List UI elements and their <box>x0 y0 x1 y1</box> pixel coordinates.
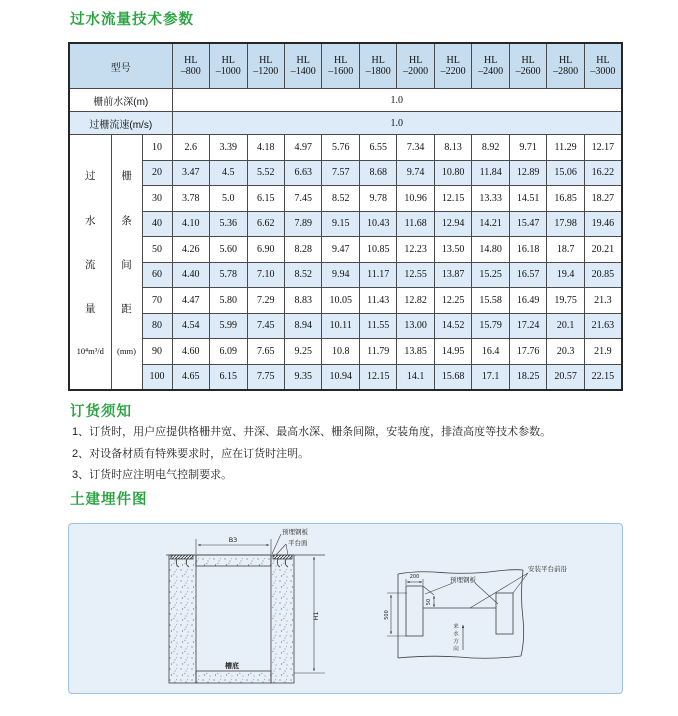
flow-rate-table <box>68 42 623 391</box>
flow-value-cell: 12.17 <box>584 135 622 161</box>
h1-dim-label: H1 <box>312 611 320 621</box>
flow-value-cell: 5.80 <box>210 288 247 314</box>
model-number: –1600 <box>328 66 354 77</box>
model-cell <box>210 43 247 89</box>
embedded-plate-left-plan <box>406 586 423 636</box>
flow-value-cell: 21.9 <box>584 339 622 365</box>
flow-value-cell: 6.09 <box>210 339 247 365</box>
flow-value-cell: 8.92 <box>472 135 509 161</box>
model-number: –800 <box>180 66 201 77</box>
flow-value-cell: 6.62 <box>247 211 284 237</box>
platform-leader-lines <box>276 544 288 555</box>
spacing-cell: 70 <box>142 288 172 314</box>
model-header-cell: 型号 <box>69 43 172 89</box>
spacing-cell: 50 <box>142 237 172 263</box>
label-char: 距 <box>121 303 132 316</box>
model-cell <box>322 43 359 89</box>
vertical-label <box>70 139 111 385</box>
flow-value-cell: 15.47 <box>509 211 546 237</box>
param-label-cell: 栅前水深(m) <box>69 89 172 112</box>
flow-value-cell: 9.15 <box>322 211 359 237</box>
b3-dim-label: B3 <box>228 536 238 544</box>
flow-value-cell: 13.50 <box>434 237 471 263</box>
model-prefix: HL <box>259 55 273 66</box>
flow-value-cell: 8.13 <box>434 135 471 161</box>
model-number: –2600 <box>515 66 541 77</box>
model-number: –2800 <box>553 66 579 77</box>
flow-value-cell: 18.7 <box>547 237 584 263</box>
param-value-cell: 1.0 <box>172 112 622 135</box>
flow-value-cell: 21.63 <box>584 313 622 339</box>
table-header-row <box>69 43 622 89</box>
flow-value-cell: 7.75 <box>247 364 284 390</box>
label-char: 栅 <box>121 170 132 183</box>
dim50-label: 50 <box>426 598 432 606</box>
flow-value-cell: 5.76 <box>322 135 359 161</box>
flow-value-cell: 5.60 <box>210 237 247 263</box>
dim200-label: 200 <box>409 574 420 580</box>
flow-value-cell: 7.57 <box>322 160 359 186</box>
flow-value-cell: 7.45 <box>284 186 321 212</box>
top-slab <box>196 555 271 566</box>
flow-value-cell: 5.99 <box>210 313 247 339</box>
flow-value-cell: 20.1 <box>547 313 584 339</box>
flow-value-cell: 12.82 <box>397 288 434 314</box>
flow-value-cell: 4.18 <box>247 135 284 161</box>
flow-value-cell: 12.89 <box>509 160 546 186</box>
dim500-label: 500 <box>384 610 390 620</box>
platform-edge-label: 安装平台前沿 <box>528 565 567 573</box>
channel-section-drawing <box>166 534 325 683</box>
matrix-row <box>69 186 622 212</box>
embedded-plate-label: 预埋钢板 <box>282 528 308 536</box>
civil-embedment-drawing <box>69 524 622 693</box>
spacing-cell: 40 <box>142 211 172 237</box>
flow-direction-char: 水 <box>453 631 459 638</box>
ordering-note: 1、订货时，用户应提供格栅井宽、井深、最高水深、栅条间隙，安装角度，排渣高度等技术参数。 <box>72 426 552 438</box>
vertical-label <box>112 139 142 385</box>
flow-value-cell: 6.55 <box>359 135 396 161</box>
model-cell <box>284 43 321 89</box>
label-char: 流 <box>85 258 96 271</box>
matrix-row <box>69 237 622 263</box>
matrix-row <box>69 135 622 161</box>
section-title-civil-drawing: 土建埋件图 <box>70 492 148 508</box>
flow-value-cell: 11.79 <box>359 339 396 365</box>
flow-value-cell: 5.78 <box>210 262 247 288</box>
flow-value-cell: 11.29 <box>547 135 584 161</box>
model-cell <box>397 43 434 89</box>
model-cell <box>472 43 509 89</box>
flow-value-cell: 10.94 <box>322 364 359 390</box>
dim500-extension <box>387 593 407 636</box>
flow-value-cell: 10.8 <box>322 339 359 365</box>
embedded-plate-plan-label: 预埋钢板 <box>450 576 476 584</box>
flow-value-cell: 10.80 <box>434 160 471 186</box>
flow-value-cell: 20.3 <box>547 339 584 365</box>
flow-value-cell: 6.15 <box>247 186 284 212</box>
matrix-row <box>69 364 622 390</box>
flow-value-cell: 2.6 <box>172 135 209 161</box>
flow-value-cell: 13.85 <box>397 339 434 365</box>
label-unit: (mm) <box>117 345 136 356</box>
embedded-plate-left <box>171 555 193 559</box>
flow-value-cell: 16.57 <box>509 262 546 288</box>
flow-value-cell: 12.25 <box>434 288 471 314</box>
flow-value-cell: 11.43 <box>359 288 396 314</box>
model-prefix: HL <box>334 55 348 66</box>
flow-value-cell: 13.00 <box>397 313 434 339</box>
matrix-row <box>69 262 622 288</box>
model-prefix: HL <box>446 55 460 66</box>
model-prefix: HL <box>371 55 385 66</box>
matrix-row <box>69 313 622 339</box>
channel-floor <box>196 671 271 683</box>
plan-right-edge <box>521 570 524 656</box>
flow-value-cell: 4.26 <box>172 237 209 263</box>
flow-value-cell: 10.43 <box>359 211 396 237</box>
flow-value-cell: 13.33 <box>472 186 509 212</box>
model-number: –2200 <box>440 66 466 77</box>
model-number: –2000 <box>403 66 429 77</box>
model-prefix: HL <box>184 55 198 66</box>
ordering-note: 2、对设备材质有特殊要求时，应在订货时注明。 <box>72 448 310 460</box>
label-unit: 10⁴m³/d <box>76 345 104 356</box>
flow-value-cell: 19.46 <box>584 211 622 237</box>
flow-value-cell: 6.15 <box>210 364 247 390</box>
edge-label-leaders <box>470 573 528 608</box>
flow-value-cell: 12.15 <box>434 186 471 212</box>
flow-value-cell: 11.17 <box>359 262 396 288</box>
flow-value-cell: 15.58 <box>472 288 509 314</box>
flow-value-cell: 5.0 <box>210 186 247 212</box>
spacing-cell: 60 <box>142 262 172 288</box>
model-number: –1200 <box>253 66 279 77</box>
left-wall <box>169 555 196 683</box>
flow-value-cell: 15.68 <box>434 364 471 390</box>
flow-value-cell: 11.84 <box>472 160 509 186</box>
flow-direction-char: 方 <box>453 639 459 645</box>
flow-value-cell: 14.1 <box>397 364 434 390</box>
flow-value-cell: 5.52 <box>247 160 284 186</box>
param-row <box>69 89 622 112</box>
flow-value-cell: 4.97 <box>284 135 321 161</box>
flow-value-cell: 10.11 <box>322 313 359 339</box>
flow-value-cell: 13.87 <box>434 262 471 288</box>
civil-drawing-panel <box>68 523 623 694</box>
model-number: –1000 <box>215 66 241 77</box>
flow-value-cell: 17.76 <box>509 339 546 365</box>
flow-value-cell: 12.94 <box>434 211 471 237</box>
flow-value-cell: 14.80 <box>472 237 509 263</box>
platform-surface-label: 平台面 <box>288 539 308 547</box>
spacing-cell: 30 <box>142 186 172 212</box>
embedded-plate-right <box>273 555 292 559</box>
flow-value-cell: 10.96 <box>397 186 434 212</box>
matrix-row <box>69 339 622 365</box>
model-prefix: HL <box>483 55 498 66</box>
flow-value-cell: 9.71 <box>509 135 546 161</box>
flow-value-cell: 16.18 <box>509 237 546 263</box>
flow-value-cell: 14.21 <box>472 211 509 237</box>
matrix-row <box>69 211 622 237</box>
flow-value-cell: 8.52 <box>322 186 359 212</box>
label-char: 间 <box>121 258 132 271</box>
right-wall <box>271 555 294 683</box>
flow-value-cell: 22.15 <box>584 364 622 390</box>
embedded-plate-right-plan <box>496 593 513 634</box>
flow-value-cell: 8.28 <box>284 237 321 263</box>
flow-value-cell: 8.52 <box>284 262 321 288</box>
flow-value-cell: 8.68 <box>359 160 396 186</box>
flow-value-cell: 10.85 <box>359 237 396 263</box>
model-prefix: HL <box>521 55 535 66</box>
flow-value-cell: 4.65 <box>172 364 209 390</box>
flow-direction-char: 向 <box>453 646 459 653</box>
flow-value-cell: 3.39 <box>210 135 247 161</box>
flow-value-cell: 4.47 <box>172 288 209 314</box>
flow-value-cell: 7.29 <box>247 288 284 314</box>
model-prefix: HL <box>558 55 573 66</box>
flow-direction-char: 来 <box>453 624 459 630</box>
flow-value-cell: 20.85 <box>584 262 622 288</box>
flow-value-cell: 21.3 <box>584 288 622 314</box>
model-cell <box>434 43 471 89</box>
flow-value-cell: 9.94 <box>322 262 359 288</box>
flow-value-cell: 20.21 <box>584 237 622 263</box>
matrix-row <box>69 160 622 186</box>
flow-value-cell: 6.63 <box>284 160 321 186</box>
flow-value-cell: 19.75 <box>547 288 584 314</box>
model-cell <box>584 43 622 89</box>
model-cell <box>172 43 209 89</box>
flow-value-cell: 14.51 <box>509 186 546 212</box>
model-number: –1400 <box>290 66 316 77</box>
flow-value-cell: 18.25 <box>509 364 546 390</box>
flow-value-cell: 9.25 <box>284 339 321 365</box>
flow-value-cell: 9.47 <box>322 237 359 263</box>
spacing-cell: 90 <box>142 339 172 365</box>
flow-value-cell: 7.65 <box>247 339 284 365</box>
flow-value-cell: 12.23 <box>397 237 434 263</box>
flow-value-cell: 8.83 <box>284 288 321 314</box>
flow-value-cell: 3.47 <box>172 160 209 186</box>
label-char: 过 <box>85 170 96 183</box>
flow-value-cell: 15.06 <box>547 160 584 186</box>
flow-value-cell: 4.40 <box>172 262 209 288</box>
plate-plan-leaders <box>425 583 498 604</box>
matrix-row <box>69 288 622 314</box>
flow-value-cell: 15.25 <box>472 262 509 288</box>
flow-value-cell: 12.55 <box>397 262 434 288</box>
model-cell <box>509 43 546 89</box>
model-prefix: HL <box>596 55 610 66</box>
spacing-cell: 10 <box>142 135 172 161</box>
flow-value-cell: 3.78 <box>172 186 209 212</box>
flow-value-cell: 16.4 <box>472 339 509 365</box>
flow-value-cell: 16.85 <box>547 186 584 212</box>
flow-value-cell: 20.57 <box>547 364 584 390</box>
flow-value-cell: 18.27 <box>584 186 622 212</box>
param-value-cell: 1.0 <box>172 89 622 112</box>
flow-quantity-label-cell <box>69 135 111 391</box>
flow-value-cell: 7.45 <box>247 313 284 339</box>
flow-value-cell: 7.34 <box>397 135 434 161</box>
flow-value-cell: 12.15 <box>359 364 396 390</box>
flow-value-cell: 6.90 <box>247 237 284 263</box>
flow-value-cell: 4.10 <box>172 211 209 237</box>
bar-spacing-label-cell <box>111 135 142 391</box>
flow-value-cell: 10.05 <box>322 288 359 314</box>
model-cell <box>547 43 584 89</box>
ordering-note: 3、订货时应注明电气控制要求。 <box>72 469 233 481</box>
spacing-cell: 80 <box>142 313 172 339</box>
plan-bottom-edge <box>398 656 521 658</box>
flow-value-cell: 4.54 <box>172 313 209 339</box>
flow-value-cell: 8.94 <box>284 313 321 339</box>
flow-value-cell: 7.89 <box>284 211 321 237</box>
label-char: 水 <box>85 214 96 227</box>
flow-value-cell: 4.60 <box>172 339 209 365</box>
flow-value-cell: 5.36 <box>210 211 247 237</box>
flow-value-cell: 14.95 <box>434 339 471 365</box>
flow-value-cell: 9.78 <box>359 186 396 212</box>
model-prefix: HL <box>296 55 310 66</box>
flow-value-cell: 7.10 <box>247 262 284 288</box>
model-number: –3000 <box>590 66 616 77</box>
flow-value-cell: 17.24 <box>509 313 546 339</box>
section-title-ordering: 订货须知 <box>70 404 132 420</box>
label-char: 量 <box>85 303 96 316</box>
flow-value-cell: 11.55 <box>359 313 396 339</box>
dim50-leader <box>423 586 434 595</box>
flow-value-cell: 9.74 <box>397 160 434 186</box>
flow-value-cell: 15.79 <box>472 313 509 339</box>
model-prefix: HL <box>409 55 423 66</box>
flow-value-cell: 9.35 <box>284 364 321 390</box>
model-prefix: HL <box>221 55 235 66</box>
flow-value-cell: 17.98 <box>547 211 584 237</box>
model-cell <box>359 43 396 89</box>
param-label-cell: 过栅流速(m/s) <box>69 112 172 135</box>
flow-value-cell: 11.68 <box>397 211 434 237</box>
label-char: 条 <box>121 214 132 227</box>
flow-value-cell: 14.52 <box>434 313 471 339</box>
flow-value-cell: 16.49 <box>509 288 546 314</box>
model-cell <box>247 43 284 89</box>
channel-bottom-label: 槽底 <box>225 662 239 670</box>
flow-value-cell: 16.22 <box>584 160 622 186</box>
param-row <box>69 112 622 135</box>
model-number: –2400 <box>478 66 504 77</box>
model-number: –1800 <box>365 66 391 77</box>
section-title-flow-params: 过水流量技术参数 <box>70 12 194 28</box>
spacing-cell: 20 <box>142 160 172 186</box>
flow-value-cell: 17.1 <box>472 364 509 390</box>
flow-value-cell: 19.4 <box>547 262 584 288</box>
flow-value-cell: 4.5 <box>210 160 247 186</box>
spacing-cell: 100 <box>142 364 172 390</box>
